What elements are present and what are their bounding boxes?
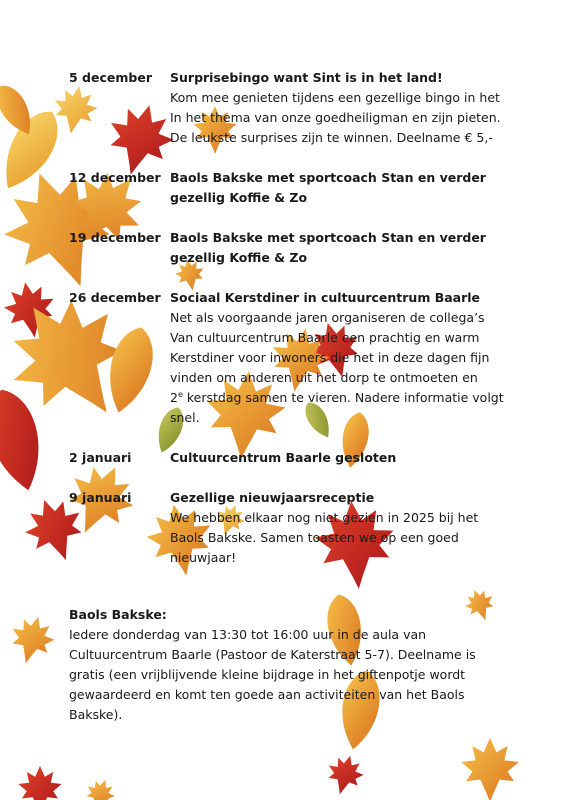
event-title-continued: gezellig Koffie & Zo — [170, 250, 308, 265]
event-title: Surprisebingo want Sint is in het land! — [170, 70, 443, 85]
event-title: Sociaal Kerstdiner in cultuurcentrum Baarle — [170, 290, 481, 305]
event-description-line: Kerstdiner voor inwoners die het in deze dagen fijn — [170, 350, 490, 365]
event-date: 5 december — [69, 70, 152, 85]
event-description-line: vinden om anderen uit het dorp te ontmoeten en — [170, 370, 478, 385]
ordinal-suffix: e — [177, 389, 183, 399]
event-description-line: Kom mee genieten tijdens een gezellige bingo in het — [170, 90, 500, 105]
baols-bakske-line: Bakske). — [69, 707, 123, 722]
event-title: Cultuurcentrum Baarle gesloten — [170, 450, 397, 465]
event-title-continued: gezellig Koffie & Zo — [170, 190, 308, 205]
event-date: 2 januari — [69, 450, 132, 465]
event-date: 19 december — [69, 230, 161, 245]
event-description-line: Net als voorgaande jaren organiseren de collega’s — [170, 310, 485, 325]
baols-bakske-line: Iedere donderdag van 13:30 tot 16:00 uur in de aula van — [69, 627, 427, 642]
baols-bakske-line: gratis (een vrijblijvende kleine bijdrage in het giftenpotje wordt — [69, 667, 466, 682]
event-description-line: We hebben elkaar nog niet gezien in 2025 bij het — [170, 510, 479, 525]
baols-bakske-line: gewaardeerd en komt ten goede aan activiteiten van het Baols — [69, 687, 465, 702]
baols-bakske-line: Cultuurcentrum Baarle (Pastoor de Katerstraat 5-7). Deelname is — [69, 647, 476, 662]
event-description-text: kerstdag samen te vieren. Nadere informatie volgt — [182, 390, 504, 405]
event-description-line: Van cultuurcentrum Baarle een prachtig en warm — [170, 330, 480, 345]
event-title: Baols Bakske met sportcoach Stan en verder — [170, 230, 486, 245]
event-description-line: De leukste surprises zijn te winnen. Deelname € 5,- — [170, 130, 493, 145]
baols-bakske-heading: Baols Bakske: — [69, 607, 167, 622]
event-description-line: In het thema van onze goedheiligman en zijn pieten. — [170, 110, 501, 125]
event-description-line: nieuwjaar! — [170, 550, 237, 565]
ordinal-number: 2 — [170, 390, 178, 405]
event-date: 9 januari — [69, 490, 132, 505]
event-date: 12 december — [69, 170, 161, 185]
event-description-line: snel. — [170, 410, 200, 425]
event-description-line — [170, 388, 504, 408]
event-description-line: Baols Bakske. Samen toasten we op een goed — [170, 530, 459, 545]
event-title: Baols Bakske met sportcoach Stan en verder — [170, 170, 486, 185]
event-date: 26 december — [69, 290, 161, 305]
event-title: Gezellige nieuwjaarsreceptie — [170, 490, 375, 505]
